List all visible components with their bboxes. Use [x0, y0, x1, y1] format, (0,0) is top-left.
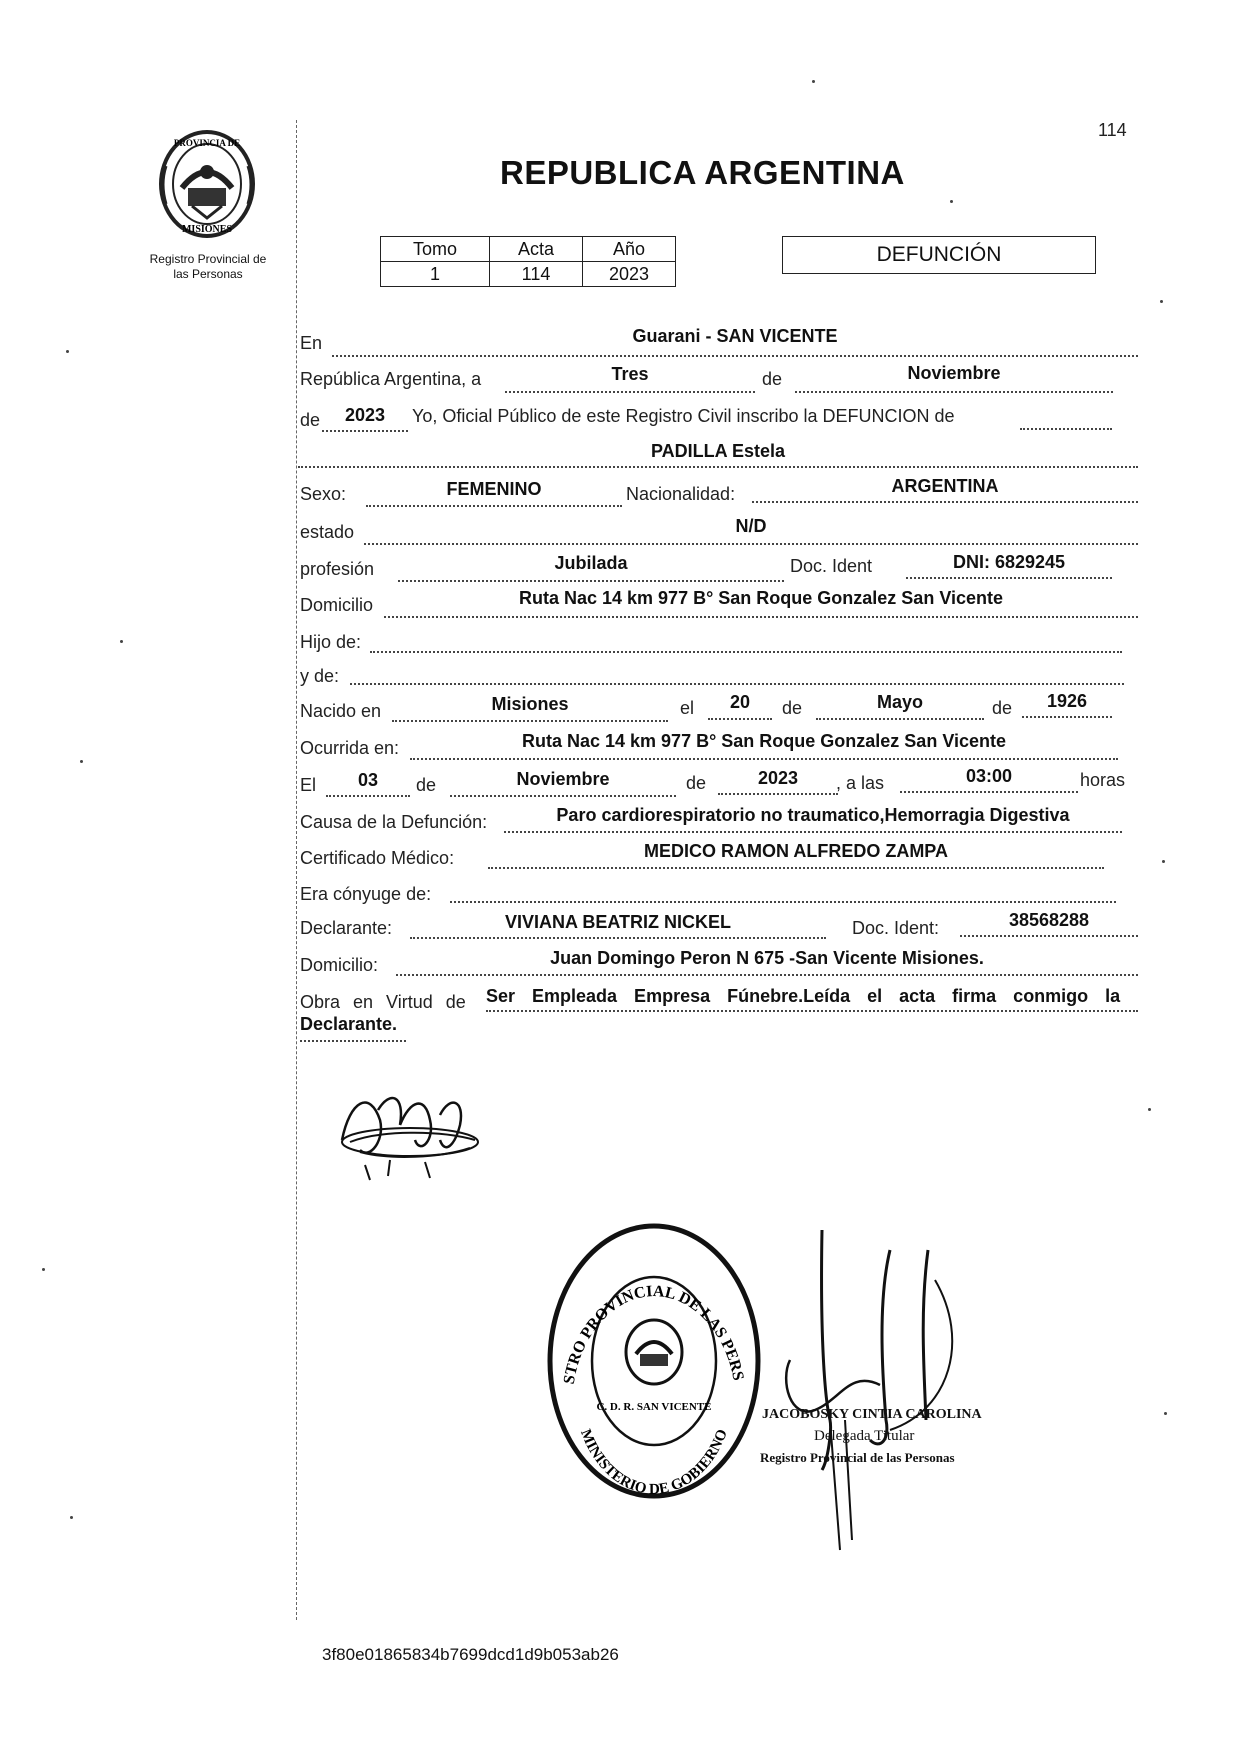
dotted-line — [326, 795, 410, 797]
nacionalidad-value: ARGENTINA — [891, 476, 999, 496]
profesion-label: profesión — [300, 559, 375, 579]
stamp-inner-text: C. D. R. SAN VICENTE — [596, 1401, 712, 1413]
dotted-line — [410, 758, 1118, 760]
dotted-line — [396, 974, 1138, 976]
dotted-line — [816, 718, 984, 720]
dotted-line — [960, 935, 1138, 937]
en-label: En — [300, 333, 323, 353]
seal-top-text: PROVINCIA DE — [173, 138, 241, 148]
dotted-line — [298, 466, 1138, 468]
org-line-2: las Personas — [173, 267, 243, 281]
ocurrida-value: Ruta Nac 14 km 977 B° San Roque Gonzalez San Vicente — [521, 731, 1007, 751]
el-label: el — [680, 698, 695, 718]
official-name: JACOBOSKY CINTIA CAROLINA — [762, 1407, 982, 1422]
hora-value: 03:00 — [965, 766, 1013, 786]
org-line-1: Registro Provincial de — [149, 252, 267, 266]
scan-speck — [66, 350, 69, 353]
dotted-line — [752, 501, 1138, 503]
year-value: 2023 — [344, 405, 386, 425]
page-number: 114 — [1098, 120, 1127, 140]
de-label-2: de — [300, 410, 321, 430]
scan-speck — [1160, 300, 1163, 303]
dotted-line — [332, 355, 1138, 357]
nacido-dia-value: 20 — [729, 692, 751, 712]
dotted-line — [350, 683, 1124, 685]
inscribo-text: Yo, Oficial Público de este Registro Civil inscribo la DEFUNCION de — [412, 406, 955, 426]
de-label-5: de — [416, 775, 437, 795]
header-acta: Acta — [490, 237, 583, 262]
dotted-line — [364, 543, 1138, 545]
dotted-line — [906, 577, 1112, 579]
official-org: Registro Provincial de las Personas — [760, 1450, 955, 1465]
dotted-line — [504, 831, 1122, 833]
causa-value: Paro cardiorespiratorio no traumatico,Hemorragia Digestiva — [556, 805, 1070, 825]
stamp-ring-text: STRO PROVINCIAL DE LAS PERS — [560, 1282, 747, 1386]
dotted-line — [450, 795, 676, 797]
seal-bottom-text: MISIONES — [181, 224, 233, 235]
dotted-line — [488, 867, 1104, 869]
nacionalidad-label: Nacionalidad: — [626, 484, 736, 504]
day-word-value: Tres — [611, 364, 649, 384]
causa-label: Causa de la Defunción: — [300, 812, 488, 832]
scan-speck — [1162, 860, 1165, 863]
de-label: de — [762, 369, 783, 389]
dotted-line — [450, 901, 1116, 903]
de-label-3: de — [782, 698, 803, 718]
scan-speck — [70, 1516, 73, 1519]
place-value: Guarani - SAN VICENTE — [632, 326, 838, 346]
doc-value: DNI: 6829245 — [952, 552, 1066, 572]
declarante-label: Declarante: — [300, 918, 393, 938]
value-acta: 114 — [490, 262, 583, 287]
dotted-line — [795, 391, 1113, 393]
obra-text-value: Ser Empleada Empresa Fúnebre.Leída el acta firma conmigo la — [486, 986, 1121, 1006]
conyuge-label: Era cónyuge de: — [300, 884, 432, 904]
nacido-label: Nacido en — [300, 701, 382, 721]
domicilio-value: Ruta Nac 14 km 977 B° San Roque Gonzalez San Vicente — [518, 588, 1004, 608]
doc-label: Doc. Ident — [790, 556, 873, 576]
scan-speck — [120, 640, 123, 643]
dotted-line — [1022, 716, 1112, 718]
dotted-line — [900, 791, 1078, 793]
dotted-line — [300, 1040, 406, 1042]
republica-label: República Argentina, a — [300, 369, 482, 389]
dotted-line — [505, 391, 755, 393]
obra-label: Obra en Virtud de — [300, 992, 466, 1012]
dotted-line — [486, 1010, 1138, 1012]
page-title: REPUBLICA ARGENTINA — [500, 154, 905, 191]
estado-value: N/D — [735, 516, 767, 536]
scan-speck — [42, 1268, 45, 1271]
dotted-line — [366, 505, 622, 507]
ocurrida-label: Ocurrida en: — [300, 738, 400, 758]
horas-label: horas — [1080, 770, 1126, 790]
document-hash: 3f80e01865834b7699dcd1d9b053ab26 — [322, 1645, 619, 1664]
domicilio2-label: Domicilio: — [300, 955, 379, 975]
dotted-line — [384, 616, 1138, 618]
estado-label: estado — [300, 522, 355, 542]
fallec-dia-value: 03 — [357, 770, 379, 790]
declarante-doc-value: 38568288 — [1008, 910, 1090, 930]
deceased-name-value: PADILLA Estela — [650, 441, 786, 461]
dotted-line — [370, 651, 1122, 653]
scan-speck — [950, 200, 953, 203]
nacido-lugar-value: Misiones — [491, 694, 569, 714]
margin-line — [296, 120, 297, 1620]
nacido-mes-value: Mayo — [876, 692, 923, 712]
stamp-ring-bottom-text: MINISTERIO DE GOBIERNO — [577, 1427, 731, 1498]
alas-label: , a las — [836, 773, 885, 793]
declarante-domicilio-value: Juan Domingo Peron N 675 -San Vicente Misiones. — [550, 948, 984, 968]
obra-text2-value: Declarante. — [300, 1014, 398, 1034]
dotted-line — [1020, 428, 1112, 430]
org-name — [130, 252, 286, 282]
declarante-value: VIVIANA BEATRIZ NICKEL — [504, 912, 731, 932]
dotted-line — [398, 580, 784, 582]
sexo-value: FEMENINO — [446, 479, 542, 499]
de-label-4: de — [992, 698, 1013, 718]
dotted-line — [322, 430, 408, 432]
value-anio: 2023 — [583, 262, 676, 287]
value-tomo: 1 — [381, 262, 490, 287]
dotted-line — [708, 718, 772, 720]
header-anio: Año — [583, 237, 676, 262]
scan-speck — [1164, 1412, 1167, 1415]
hijo-label: Hijo de: — [300, 632, 362, 652]
header-tomo: Tomo — [381, 237, 490, 262]
scan-speck — [80, 760, 83, 763]
fallec-anio-value: 2023 — [757, 768, 799, 788]
provincial-seal-logo — [152, 126, 262, 244]
dotted-line — [718, 793, 838, 795]
record-table — [380, 236, 676, 287]
certificado-value: MEDICO RAMON ALFREDO ZAMPA — [644, 841, 948, 861]
dotted-line — [410, 937, 826, 939]
month-value: Noviembre — [907, 363, 1001, 383]
record-type-box: DEFUNCIÓN — [782, 236, 1096, 274]
scan-speck — [812, 80, 815, 83]
dotted-line — [392, 720, 668, 722]
profesion-value: Jubilada — [554, 553, 628, 573]
yde-label: y de: — [300, 666, 340, 686]
domicilio-label: Domicilio — [300, 595, 374, 615]
certificado-label: Certificado Médico: — [300, 848, 455, 868]
declarant-signature — [330, 1080, 490, 1190]
scan-speck — [1148, 1108, 1151, 1111]
official-role: Delegada Titular — [814, 1428, 915, 1444]
nacido-anio-value: 1926 — [1046, 691, 1088, 711]
el2-label: El — [300, 775, 317, 795]
registry-stamp — [546, 1222, 762, 1500]
sexo-label: Sexo: — [300, 484, 347, 504]
de-label-6: de — [686, 773, 707, 793]
svg-text:MINISTERIO DE GOBIERNO — [577, 1427, 731, 1498]
fallec-mes-value: Noviembre — [516, 769, 610, 789]
doc2-label: Doc. Ident: — [852, 918, 940, 938]
